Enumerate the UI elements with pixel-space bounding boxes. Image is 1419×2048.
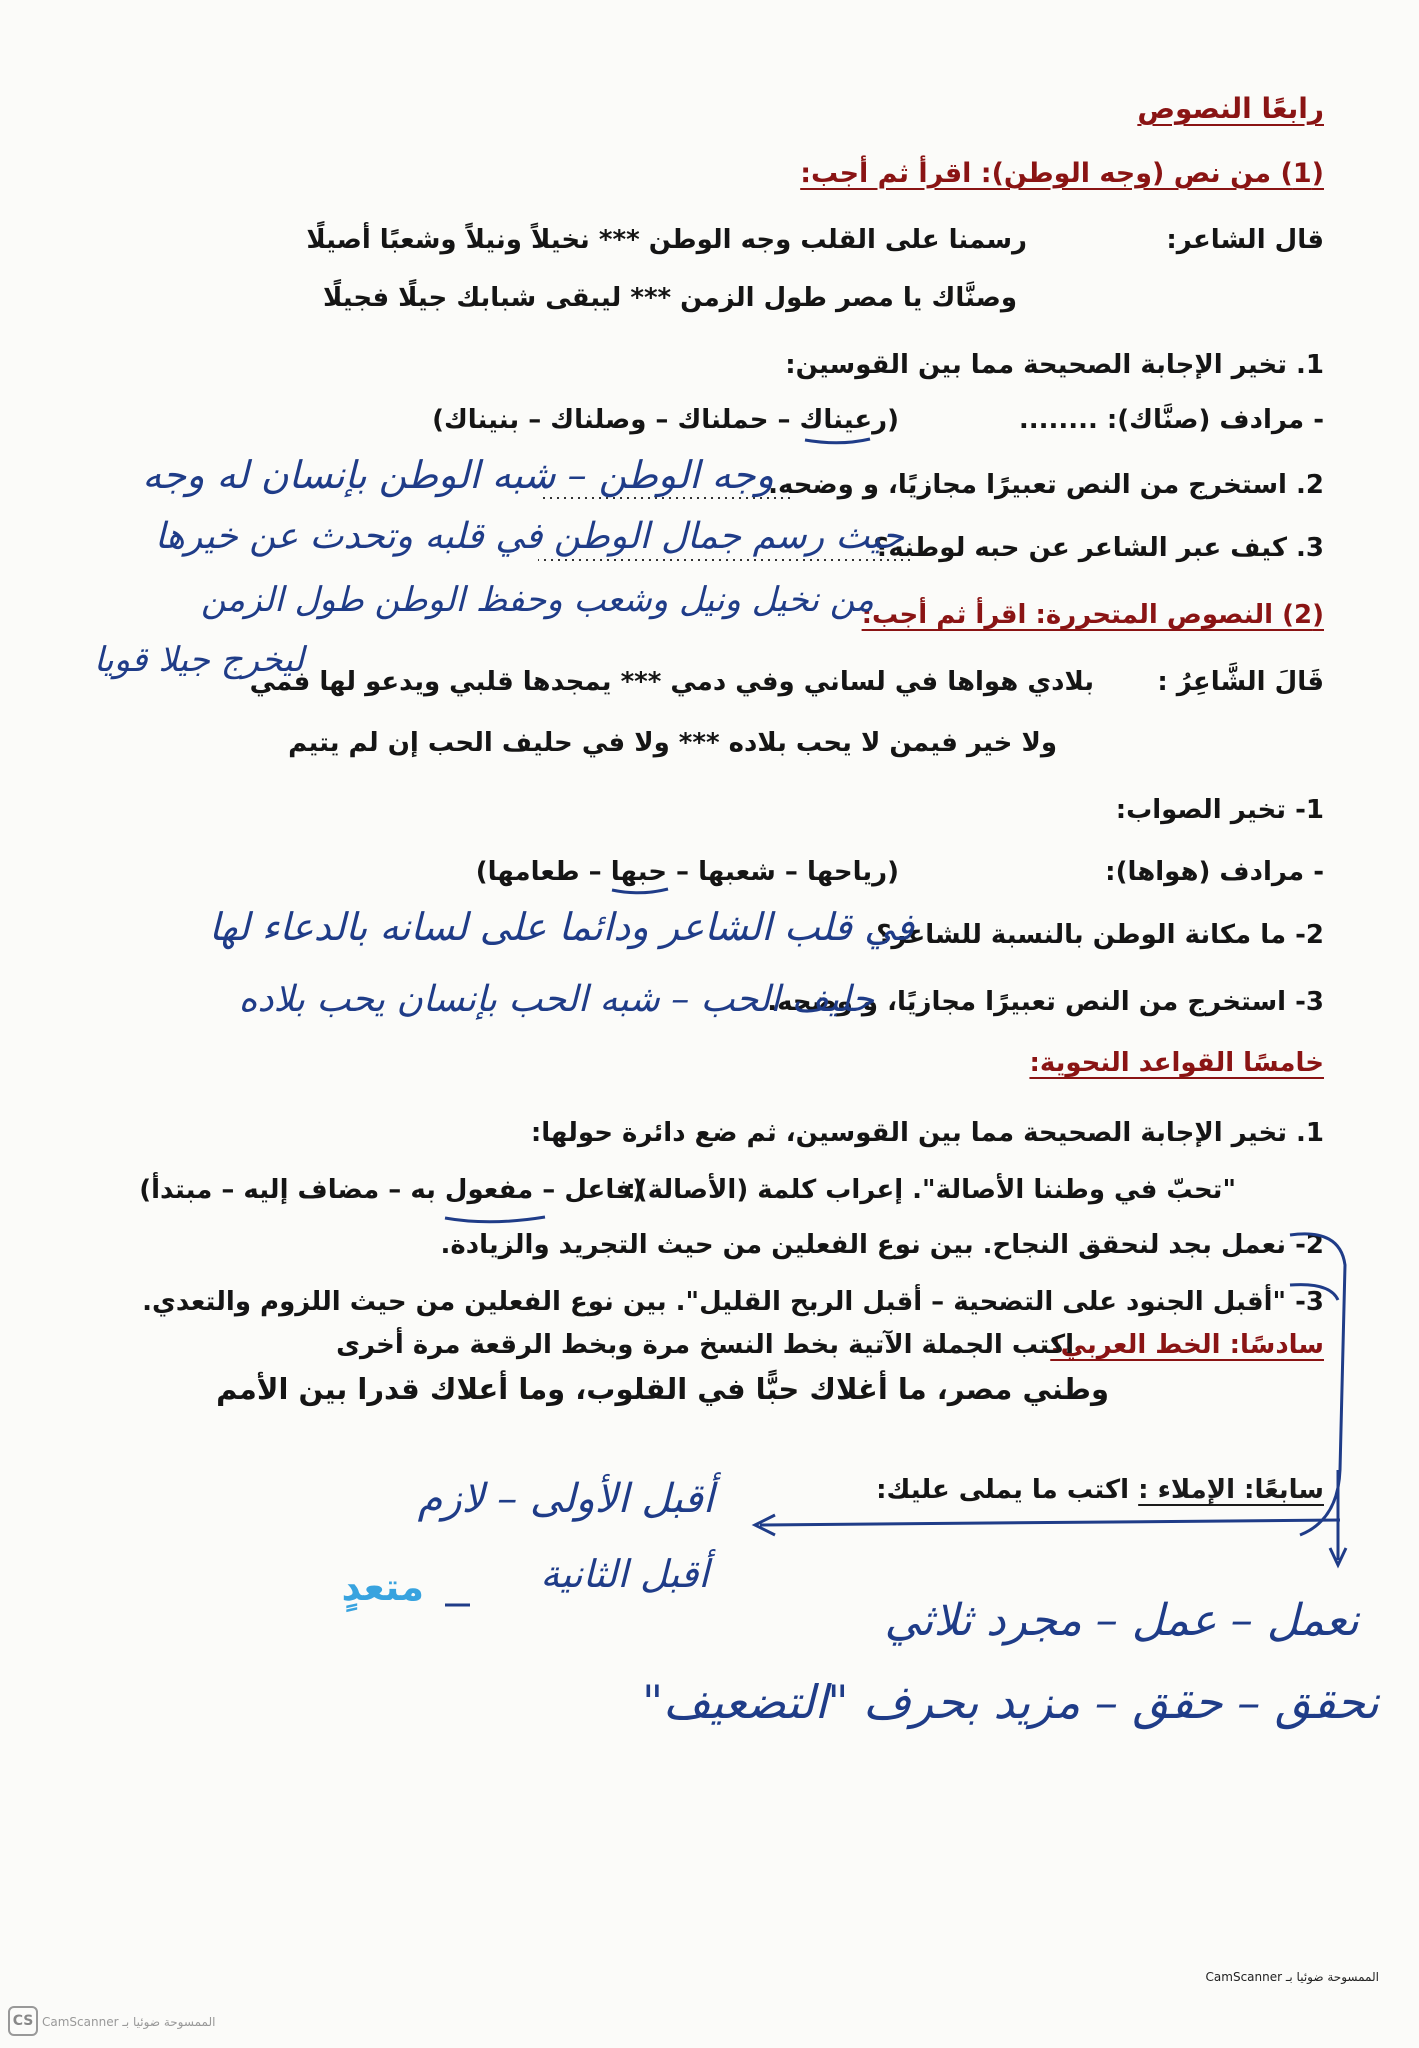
q1-answer-3-line3-handwriting: ليخرج جيلا قويا [93,640,304,680]
section6-heading: سادسًا: الخط العربي: [1050,1330,1324,1360]
q2-heading: (2) النصوص المتحررة: اقرأ ثم أجب: [861,600,1324,630]
underline-grammar-choice [445,1217,545,1222]
underline-q1-choice [805,439,870,443]
q2-verse-1: بلادي هواها في لساني وفي دمي *** يمجدها قلبي ويدعو لها فمي [249,667,1094,697]
q1-answer-2-handwriting: وجه الوطن – شبه الوطن بإنسان له وجه [142,453,774,497]
q1-item-1-options: (رعيناك – حملناك – وصلناك – بنيناك) [432,405,899,435]
scanner-watermark-right: الممسوحة ضوئيا بـ CamScanner [1205,1970,1379,1984]
section7-heading: سابعًا: الإملاء : [1138,1475,1324,1505]
section5-heading: خامسًا القواعد النحوية: [1029,1048,1324,1078]
q1-verse-2: وصنَّاك يا مصر طول الزمن *** ليبقى شبابك جيلًا فجيلًا [323,283,1017,313]
scanner-watermark-left: CamScanner الممسوحة ضوئيا بـ [42,2015,216,2029]
underline-q2-choice [612,889,668,893]
q2-item-3: 3- استخرج من النص تعبيرًا مجازيًا، و وضحه. [767,987,1324,1017]
q2-verse-2: ولا خير فيمن لا يحب بلاده *** ولا في حليف الحب إن لم يتيم [288,728,1057,758]
q2-item-2: 2- ما مكانة الوطن بالنسبة للشاعر؟ [876,920,1324,950]
q1-item-1: 1. تخير الإجابة الصحيحة مما بين القوسين: [785,350,1324,380]
grammar-answer-3-line2-handwriting: أقبل الثانية [540,1552,709,1596]
section7-instruction: اكتب ما يملى عليك: [876,1475,1129,1505]
section6-sentence: وطني مصر، ما أغلاك حبًّا في القلوب، وما أعلاك قدرا بين الأمم [216,1372,1109,1406]
arrow-line [760,1520,1340,1525]
q2-answer-2-handwriting: في قلب الشاعر ودائما على لسانه بالدعاء لها [208,905,914,949]
grammar-answer-3-typed: متعدٍ [341,1565,424,1609]
q2-poet-label: قَالَ الشَّاعِرُ : [1157,667,1324,697]
camscanner-logo: CS [8,2006,38,2036]
q2-item-1-label: - مرادف (هواها): [1105,857,1324,887]
q2-item-1-options: (رياحها – شعبها – حبها – طعامها) [475,857,899,887]
grammar-item-1-options: (فاعل – مفعول به – مضاف إليه – مبتدأ) [139,1175,644,1205]
grammar-item-2: 2- نعمل بجد لنحقق النجاح. بين نوع الفعلين من حيث التجريد والزيادة. [440,1230,1324,1260]
q2-item-1: 1- تخير الصواب: [1115,795,1324,825]
grammar-answer-2-line2-handwriting: نحقق – حقق – مزيد بحرف "التضعيف" [641,1675,1379,1729]
q1-heading: (1) من نص (وجه الوطن): اقرأ ثم أجب: [800,158,1324,189]
grammar-answer-3-line1-handwriting: أقبل الأولى – لازم [417,1476,714,1522]
q1-poet-label: قال الشاعر: [1166,225,1324,255]
grammar-item-1-sentence: "تحبّ في وطننا الأصالة". إعراب كلمة (الأصالة): [625,1175,1236,1205]
q2-answer-3-handwriting: حليف الحب – شبه الحب بإنسان يحب بلاده [238,979,874,1020]
q1-verse-1: رسمنا على القلب وجه الوطن *** نخيلاً ونيلاً وشعبًا أصيلًا [306,225,1027,255]
grammar-item-1: 1. تخير الإجابة الصحيحة مما بين القوسين، ثم ضع دائرة حولها: [530,1118,1324,1148]
q1-item-1-label: - مرادف (صنَّاك): ........ [1018,405,1324,435]
section4-heading: رابعًا النصوص [1137,92,1324,125]
q1-answer-3-line1-handwriting: حيث رسم جمال الوطن في قلبه وتحدث عن خيرها [154,516,904,557]
q1-answer-3-line2-handwriting: من نخيل ونيل وشعب وحفظ الوطن طول الزمن [201,580,874,620]
grammar-answer-2-line1-handwriting: نعمل – عمل – مجرد ثلاثي [884,1595,1359,1646]
section6-instruction: اكتب الجملة الآتية بخط النسخ مرة وبخط الرقعة مرة أخرى [336,1330,1074,1360]
q1-item-2: 2. استخرج من النص تعبيرًا مجازيًا، و وضحه. [768,470,1324,500]
grammar-item-3: 3- "أقبل الجنود على التضحية – أقبل الربح القليل". بين نوع الفعلين من حيث اللزوم والتعدي. [142,1287,1324,1317]
q1-item-3: 3. كيف عبر الشاعر عن حبه لوطنه؟ [873,533,1324,563]
